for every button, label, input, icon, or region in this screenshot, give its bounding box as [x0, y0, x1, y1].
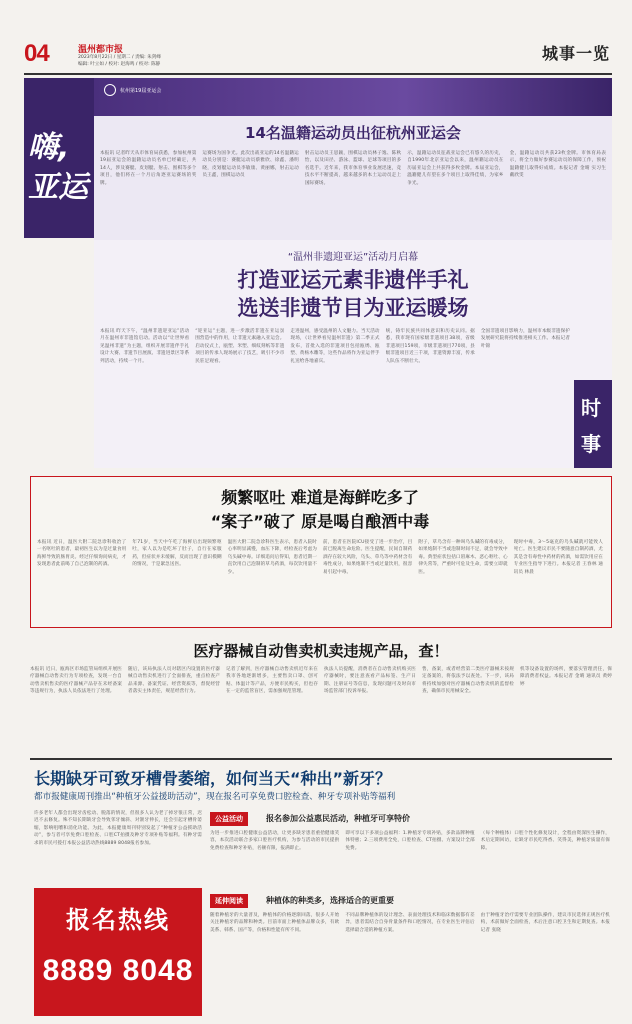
story3	[30, 476, 612, 628]
story5-col: 由于种植牙治疗需要专业团队操作，建议市民选择正规医疗机构，术前做好全面检查，术后注意口腔卫生和定期复查。本报记者 张晓	[480, 913, 610, 933]
story4-col: 记者了解到，医疗器械自动售卖机近年来在我市各地逐渐增多，主要售卖口罩、创可贴、体温计等产品，方便市民购买，但也存在一定的监管盲区，需加强规范管理。	[226, 667, 318, 695]
section-divider	[30, 758, 612, 760]
story1-body	[100, 150, 606, 234]
story5-col: 随着种植牙的大量普及，种植体的价格逐渐回落，很多人开始关注种植牙的品牌和种类。目前市面上种植体品牌众多，有欧美系、韩系、国产等，价格和性能有所不同。	[210, 913, 340, 933]
story3-headline-2: “案子”破了 原是喝自酿酒中毒	[210, 512, 430, 531]
hotline-number[interactable]: 8889 8048	[42, 954, 194, 987]
story3-col: 附子，草乌含有一种叫乌头碱的有毒成分，如果炮制不当或泡制时间不足，就会导致中毒。典型症状包括口唇麻木、恶心呕吐、心律失常等，严重时可危及生命，需要立即就医。	[418, 540, 508, 575]
header-rule	[24, 73, 612, 75]
header-meta-2: 编辑: 叶立如 / 校对: 赵海鸣 / 校对: 陈静	[78, 62, 161, 67]
story1-col: 金，温籍运动员共获23枚金牌。市体育局表示，将全力做好参赛运动员的保障工作，预祝温籍健儿取得好成绩。本报记者 金晴 实习生 戴欣雯	[509, 151, 607, 179]
banner-side-text: 嗨,亚运	[28, 130, 88, 205]
story4-col: 机等设备设置的场所，要落实管理责任，保障消费者权益。本报记者 金晴 通讯员 黄婷婷	[520, 667, 612, 687]
story2-col: “迎亚运”主题，进一步激活非遗在亚运氛围营造中的作用，让非遗元素融入亚运会。启动仪式上，瓯塑、米塑、细纹刻纸等非遗项目的传承人现场展示了技艺，吸引不少市民驻足观看。	[195, 329, 285, 364]
story5-col: 为进一步推进口腔健康公益活动，让更多缺牙患者重拾健康笑容，本次活动联合多家口腔医疗机构，为参与活动的市民提供免费检查和种牙补贴，名额有限，报满即止。	[210, 831, 340, 851]
story2-headline-1: 打造亚运元素非遗伴手礼	[237, 268, 469, 292]
story2-col: 统，铸牢民族共同体意识和历史认同。据悉，我市现有国家级非遗项目38项，省级非遗项目159项，市级非遗项目770项，县级非遗项目近三千项，非遗资源丰富，传承人队伍不断壮大。	[385, 329, 475, 364]
story4-headline: 医疗器械自动售卖机卖违规产品，查！	[193, 642, 449, 660]
story3-col: 前，患者在医院ICU接受了进一步治疗，目前已脱离生命危险。医生提醒，民间自制药酒存在较大风险，乌头、草乌等中药材含有毒性成分，如果炮制不当或过量饮用，很容易引起中毒。	[322, 540, 413, 575]
badge-row-1	[210, 812, 610, 826]
story5-col: （每个种植体）口腔个性化修复设计，全程由资深医生操作，术后定期回访，让缺牙市民吃得香、笑得美，种植牙质量有保障。	[480, 831, 610, 851]
story5-col: 不同品牌种植体的设计理念、表面处理技术和临床数据都有差异，患者需结合自身骨量条件和口腔情况，在专业医生评估后选择最合适的种植方案。	[345, 913, 475, 933]
story5-block2	[210, 912, 610, 1016]
story5-subhead: 都市报健康周刊推出“种植牙公益援助活动”，现在报名可享免费口腔检查、种牙专项补贴等福利	[34, 792, 396, 802]
story1-headline: 14名温籍运动员出征杭州亚运会	[245, 124, 461, 142]
paper-name: 温州都市报	[78, 45, 124, 55]
hotline-box	[34, 888, 202, 1016]
hotline-title: 报名热线	[66, 906, 170, 934]
badge-public-welfare: 公益活动	[210, 812, 248, 826]
story3-body	[37, 539, 603, 623]
story2-col: 全国非遗项目影响力，温州市本级非遗保护发展研究院将持续推进相关工作。本报记者 叶锦	[480, 329, 571, 349]
story2-col: 本报讯 昨天下午，“温州非遗迎亚运”活动月在温州市非遗馆启动。活动以“让世界看见温州非遗”为主题，组织开展非遗伴手礼设计大赛、非遗节目展演、非遗进景区等系列活动，持续一个月。	[100, 329, 190, 364]
story5-intro: 许多老年人都会出现牙齿松动、脱落的情况，但很多人认为老了掉牙很正常，迟迟不去修复。殊不知长期缺牙会导致邻牙倾斜、对颌牙伸长，还会引起牙槽骨萎缩，影响咀嚼和消化功能。为此，本报健康周刊特别发起了“种植牙公益援助活动”，参与者可享免费口腔检查、口腔CT拍摄及种牙专项补贴等福利。有种牙需求的市民可拨打本报公益活动热线8889 8048报名参加。	[34, 811, 202, 846]
logo-icon	[104, 84, 116, 96]
story3-col: 本报讯 近日，温医大附二院急诊科收治了一名呕吐的患者，最初医生以为是过量食用海鲜导致的肠胃炎。经过仔细询问病史，才发现患者此前喝了自己泡制的药酒。	[37, 540, 127, 568]
story1-col: 运赛场为国争光。此次出战亚运的14名温籍运动员分别是：赛艇运动员蔡雅欣、徐鑫、潘明晓，皮划艇运动员李敏康、黄丽娜，射击运动员王鑫，围棋运动员	[202, 151, 299, 179]
story5-block1	[210, 830, 610, 888]
story3-col: 现时中毒，3～5毫克的乌头碱就可能致人死亡。医生建议市民不要随意自制药酒，尤其是含有毒性中药材的药酒，如需饮用应在专业医生指导下进行。本报记者 王春林 通讯员 林晨	[513, 540, 603, 575]
story5-col: 即可享以下多项公益福利：1.种植牙专项补贴，多款品牌种植体特惠；2.三项费用全免，口腔检查、CT拍摄、方案设计全部免费。	[345, 831, 475, 851]
story2-col: 走进温州，感受温州的人文魅力。当天活动现场，《让世界看见温州非遗》第二季正式发布，首批入选的非遗项目包括瓯绣、瓯塑、黄杨木雕等，这些作品将作为亚运伴手礼送给各地嘉宾。	[290, 329, 380, 364]
badge-extended-reading: 延伸阅读	[210, 894, 248, 908]
header-meta-1: 2023年8月22日 / 星期二 / 责编: 朱剑峰	[78, 55, 161, 60]
story1-col: 本报讯 记者昨天从市体育局获悉，参加杭州第19届亚运会的温籍运动员名单已经确定，共14人，涉及赛艇、皮划艇、射击、围棋等多个项目，他们将在一个月后角逐亚运赛场的奖牌。	[100, 151, 197, 186]
story2-side-label	[574, 380, 612, 468]
logo-text: 杭州第19届亚运会	[120, 87, 162, 94]
badge-public-welfare-text: 报名参加公益惠民活动，种植牙可享特价	[266, 814, 410, 823]
story3-headline-1: 频繁呕吐 难道是海鲜吃多了	[221, 488, 419, 507]
story1-col: 示，温籍运动员征战亚运会已有悠久的历史，自1990年北京亚运会以来，温州籍运动员在历届亚运会上共获得多枚金牌。本届亚运会，温籍健儿有望在多个项目上取得佳绩，为家乡争光。	[407, 151, 504, 186]
section-title: 城事一览	[541, 44, 610, 63]
story4-col: 本报讯 近日，瓯海区市场监管局组织开展医疗器械自动售卖行为专项检查，发现一台自动售卖机售卖的医疗器械产品存在未经备案等违规行为，执法人员依法进行了处理。	[30, 667, 122, 695]
story2-headline-2: 选送非遗节目为亚运暖场	[237, 296, 469, 320]
story2-kicker: “温州非遗迎亚运”活动月启幕	[287, 252, 419, 263]
asian-games-logo	[104, 84, 161, 96]
story5-headline: 长期缺牙可致牙槽骨萎缩，如何当天“种出”新牙？	[34, 769, 392, 788]
story1-col: 射击运动员王思颖，围棋运动员林子逸、陈秋怡，以及田径、游泳、篮球、足球等项目的多名选手。近年来，我市体育事业发展迅速，竞技水平不断提高，越来越多的本土运动员走上国际赛场。	[304, 151, 402, 186]
banner-top	[94, 78, 612, 116]
story2-body	[100, 328, 570, 462]
story1	[94, 116, 612, 240]
badge-row-2	[210, 894, 610, 908]
story4-body	[30, 666, 612, 752]
banner-side	[24, 78, 94, 238]
story5	[30, 764, 612, 1020]
badge-extended-reading-text: 种植体的种类多，选择适合的更重要	[266, 896, 394, 905]
story4-col: 售，备案，或者经营第二类医疗器械未按规定备案的，将依法予以查处。下一步，该局将持续加强对医疗器械自动售卖机的监督检查，确保市民用械安全。	[422, 667, 514, 695]
story4-col: 随后，该局执法人员对辖区内设置的医疗器械自动售卖机进行了全面排查，重点检查产品来源、备案凭证、经营资质等，督促经营者落实主体责任，规范经营行为。	[128, 667, 220, 695]
page-number: 04	[24, 40, 49, 67]
story4	[30, 636, 612, 756]
story2-side-text: 时事	[581, 396, 601, 456]
story3-col: 温医大附二院急诊科医生表示，患者入院时心率明显减慢，血压下降，经检查后考虑为乌头碱中毒。详细追问后得知，患者近期一直饮用自己泡制的草乌药酒，每次饮用量不少。	[227, 540, 317, 575]
story4-col: 执法人员提醒，消费者在自动售卖机购买医疗器械时，要注意查看产品标签、生产日期、注册证号等信息，发现问题可及时向市场监管部门投诉举报。	[324, 667, 416, 695]
story2	[94, 240, 612, 468]
masthead	[24, 38, 612, 74]
story3-col: 年71岁，当天中午吃了海鲜后出现频繁呕吐，家人以为是吃坏了肚子，自行在家服药，但症状并未缓解，反而出现了意识模糊的情况，于是紧急送医。	[132, 540, 222, 568]
